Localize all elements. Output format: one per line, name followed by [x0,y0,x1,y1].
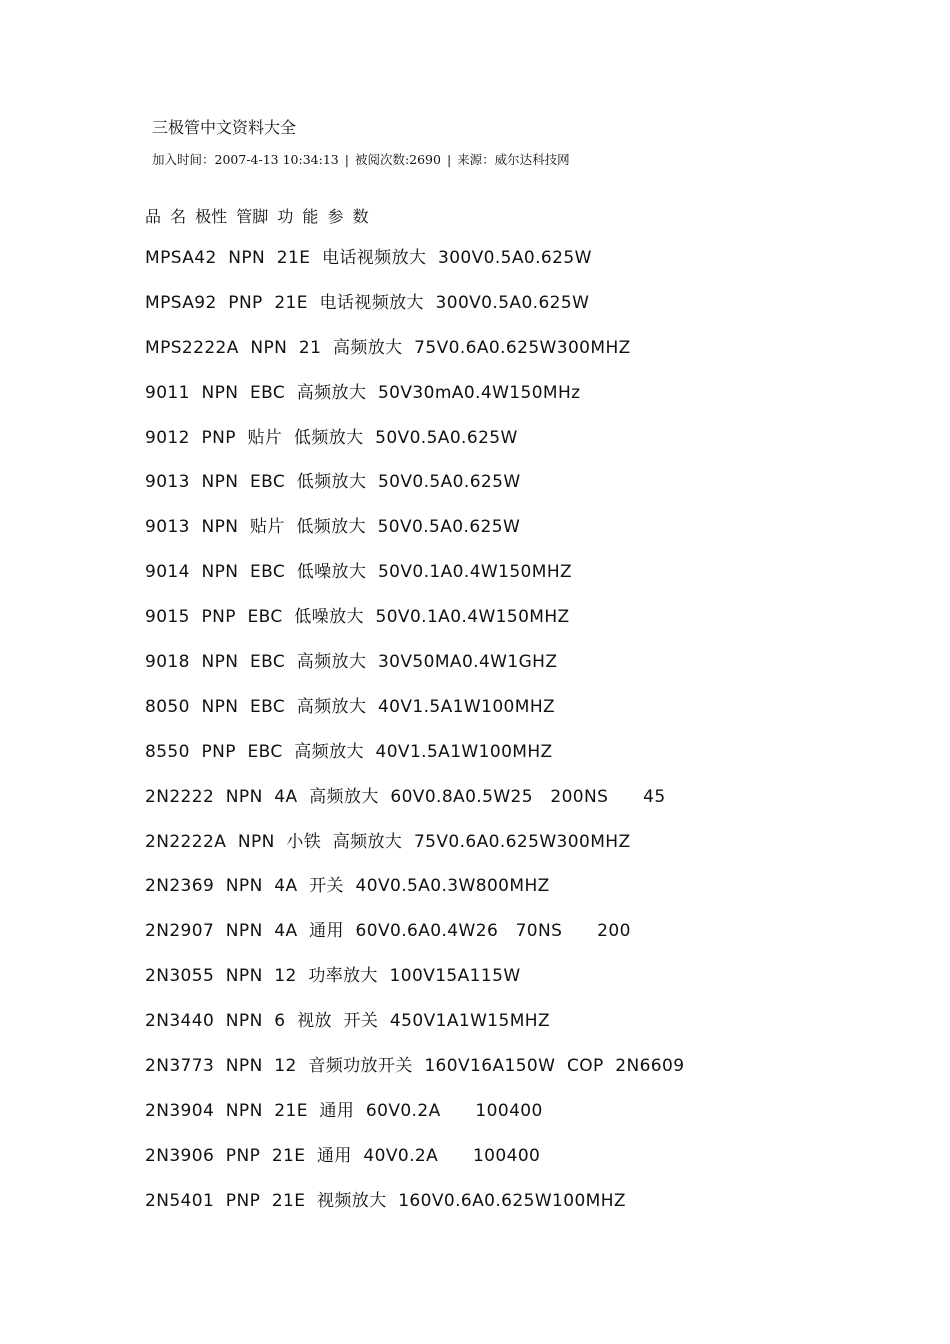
list-item: MPS2222A NPN 21 高频放大 75V0.6A0.625W300MHZ [145,337,631,358]
list-item: 2N2222 NPN 4A 高频放大 60V0.8A0.5W25 200NS 45 [145,786,666,807]
list-item: 2N2222A NPN 小铁 高频放大 75V0.6A0.625W300MHZ [145,831,631,852]
source-value: 威尔达科技网 [494,152,570,167]
list-item: 8550 PNP EBC 高频放大 40V1.5A1W100MHZ [145,741,553,762]
source-label: 来源： [457,152,495,167]
meta-line [152,151,570,169]
list-item: 2N2369 NPN 4A 开关 40V0.5A0.3W800MHZ [145,876,550,897]
list-item: 8050 NPN EBC 高频放大 40V1.5A1W100MHZ [145,696,556,717]
list-item: MPSA92 PNP 21E 电话视频放大 300V0.5A0.625W [145,292,590,313]
list-item: 2N3773 NPN 12 音频功放开关 160V16A150W COP 2N6609 [145,1056,685,1077]
table-header: 品 名 极性 管脚 功 能 参 数 [145,207,369,226]
list-item: 2N3904 NPN 21E 通用 60V0.2A 100400 [145,1100,543,1121]
list-item: 9012 PNP 贴片 低频放大 50V0.5A0.625W [145,427,518,448]
list-item: 9018 NPN EBC 高频放大 30V50MA0.4W1GHZ [145,652,558,673]
page-title: 三极管中文资料大全 [152,118,297,137]
added-value: 2007-4-13 10:34:13 [214,152,339,167]
list-item: 9013 NPN EBC 低频放大 50V0.5A0.625W [145,472,521,493]
meta-separator: | [446,152,452,167]
list-item: 9015 PNP EBC 低噪放大 50V0.1A0.4W150MHZ [145,607,570,628]
list-item: 2N5401 PNP 21E 视频放大 160V0.6A0.625W100MHZ [145,1190,626,1211]
list-item: 2N3440 NPN 6 视放 开关 450V1A1W15MHZ [145,1011,551,1032]
list-item: 2N3906 PNP 21E 通用 40V0.2A 100400 [145,1145,541,1166]
list-item: MPSA42 NPN 21E 电话视频放大 300V0.5A0.625W [145,248,592,268]
views-value: 2690 [409,152,441,167]
list-item: 2N3055 NPN 12 功率放大 100V15A115W [145,966,521,987]
transistor-list [145,246,684,1234]
list-item: 9013 NPN 贴片 低频放大 50V0.5A0.625W [145,517,521,538]
views-label: 被阅次数: [354,152,410,167]
list-item: 9014 NPN EBC 低噪放大 50V0.1A0.4W150MHZ [145,562,573,583]
list-item: 2N2907 NPN 4A 通用 60V0.6A0.4W26 70NS 200 [145,921,631,942]
list-item: 9011 NPN EBC 高频放大 50V30mA0.4W150MHz [145,382,581,403]
meta-separator: | [344,152,349,167]
added-label: 加入时间： [152,152,215,167]
